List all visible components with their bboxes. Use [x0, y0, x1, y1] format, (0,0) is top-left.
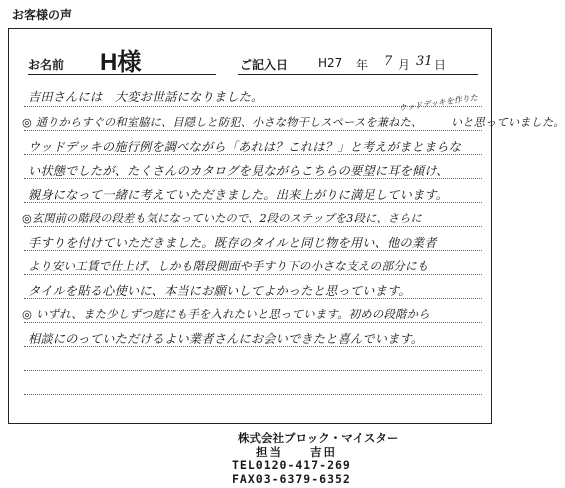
handwritten-line: 手すりを付けていただきました。既存のタイルと同じ物を用い、他の業者 — [28, 236, 437, 250]
date-year-unit: 年 — [356, 58, 369, 72]
handwritten-line: 親身になって一緒に考えていただきました。出来上がりに満足しています。 — [28, 188, 449, 202]
handwritten-line: ◎ いずれ、また少しずつ庭にも手を入れたいと思っています。初めの段階から — [22, 307, 430, 321]
handwritten-line: より安い工賃で仕上げ、しかも階段側面や手すり下の小さな支えの部分にも — [28, 259, 429, 273]
name-label: お名前 — [28, 58, 65, 72]
handwritten-line: 相談にのっていただけるよい業者さんにお会いできたと喜んでいます。 — [28, 332, 424, 346]
ruled-line — [24, 274, 482, 275]
handwritten-line: い状態でしたが、たくさんのカタログを見ながらこちらの要望に耳を傾け、 — [28, 164, 449, 178]
company-tel: TEL0120-417-269 — [232, 458, 351, 472]
ruled-line — [24, 130, 482, 131]
name-underline — [28, 74, 216, 75]
date-era: H27 — [318, 56, 343, 70]
ruled-line — [24, 322, 482, 323]
handwritten-line: タイルを貼る心使いに、本当にお願いしてよかったと思っています。 — [28, 284, 411, 298]
ruled-line — [24, 394, 482, 395]
company-name: 株式会社ブロック・マイスター — [238, 431, 399, 445]
company-rep: 担当 吉田 — [256, 445, 337, 459]
handwritten-line: ◎玄関前の階段の段差も気になっていたので、2段のステップを3段に、さらに — [22, 212, 422, 225]
date-month: 7 — [384, 54, 393, 69]
form-title: お客様の声 — [12, 8, 73, 22]
handwritten-line: 吉田さんには 大変お世話になりました。 — [28, 90, 264, 104]
date-day: 31 — [416, 54, 433, 69]
date-month-unit: 月 — [398, 58, 411, 72]
date-underline — [238, 74, 478, 75]
margin-note: ウッドデッキを作りた — [398, 92, 479, 113]
company-fax: FAX03-6379-6352 — [232, 472, 351, 486]
handwritten-line: ウッドデッキの施行例を調べながら「あれは？これは？」と考えがまとまらな — [28, 140, 462, 154]
ruled-line — [24, 226, 482, 227]
name-value: H様 — [100, 49, 142, 76]
date-day-unit: 日 — [434, 58, 447, 72]
ruled-line — [24, 370, 482, 371]
date-label: ご記入日 — [240, 58, 289, 72]
handwritten-line: ◎ 通りからすぐの和室脇に、目隠しと防犯、小さな物干しスペースを兼ねた、 いと思っていました。 — [22, 116, 565, 129]
